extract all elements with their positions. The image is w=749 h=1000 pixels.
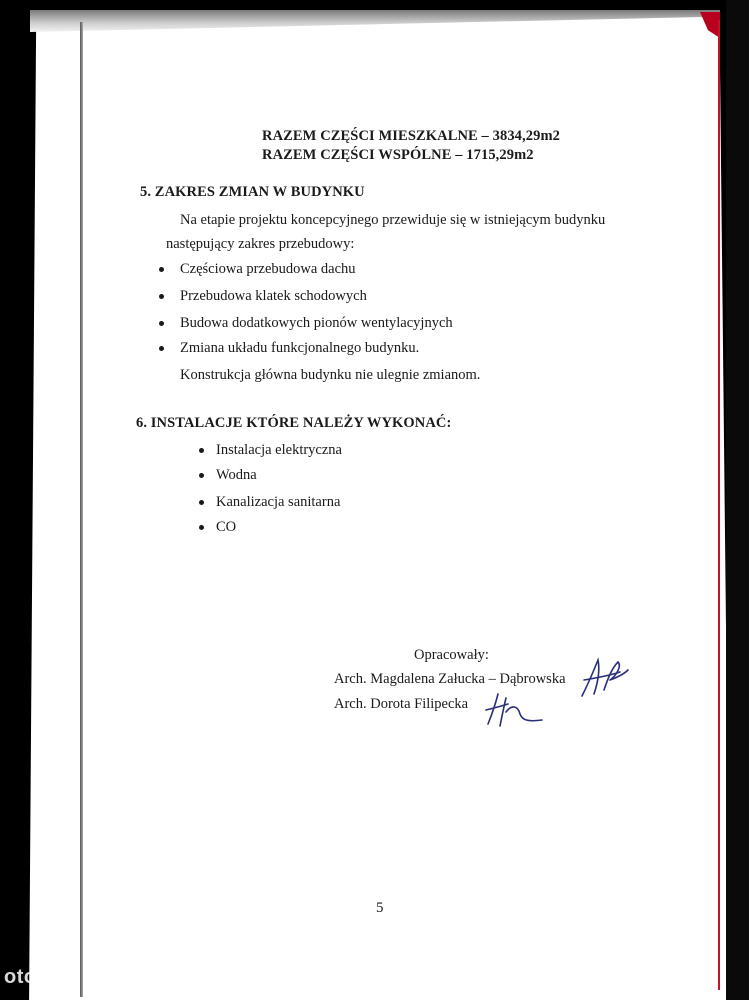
author-2: Arch. Dorota Filipecka — [334, 696, 469, 712]
prepared-by-label: Opracowały: — [414, 647, 489, 663]
section5-item: Przebudowa klatek schodowych — [180, 288, 367, 304]
scan-right-border — [726, 0, 749, 1000]
section6-item: Instalacja elektryczna — [216, 442, 342, 458]
common-total: RAZEM CZĘŚCI WSPÓLNE – 1715,29m2 — [262, 147, 534, 163]
bullet-icon — [199, 448, 204, 453]
section5-item: Budowa dodatkowych pionów wentylacyjnych — [180, 315, 453, 331]
bullet-icon — [159, 294, 164, 299]
red-margin-line — [718, 20, 720, 990]
section6-title: 6. INSTALACJE KTÓRE NALEŻY WYKONAĆ: — [136, 415, 452, 431]
section5-item: Częściowa przebudowa dachu — [180, 261, 356, 277]
residential-total: RAZEM CZĘŚCI MIESZKALNE – 3834,29m2 — [262, 128, 560, 144]
section5-intro-line1: Na etapie projektu koncepcyjnego przewiduje się w istniejącym budynku — [180, 212, 606, 228]
bullet-icon — [159, 267, 164, 272]
section5-item: Zmiana układu funkcjonalnego budynku. — [180, 340, 420, 356]
binding-edge-line — [80, 22, 83, 997]
signature-1 — [574, 656, 630, 702]
bullet-icon — [199, 473, 204, 478]
section5-intro-line2: następujący zakres przebudowy: — [166, 236, 355, 252]
bullet-icon — [199, 500, 204, 505]
signature-2 — [482, 690, 546, 730]
bullet-icon — [159, 346, 164, 351]
author-1: Arch. Magdalena Załucka – Dąbrowska — [334, 671, 566, 687]
bullet-icon — [199, 525, 204, 530]
bullet-icon — [159, 321, 164, 326]
section6-item: Kanalizacja sanitarna — [216, 494, 341, 510]
page-number: 5 — [376, 900, 384, 916]
section5-note: Konstrukcja główna budynku nie ulegnie zmianom. — [180, 367, 481, 383]
section5-title: 5. ZAKRES ZMIAN W BUDYNKU — [140, 184, 365, 200]
watermark-logo: otodom — [4, 966, 81, 988]
section6-item: CO — [216, 519, 237, 535]
section6-item: Wodna — [216, 467, 257, 483]
